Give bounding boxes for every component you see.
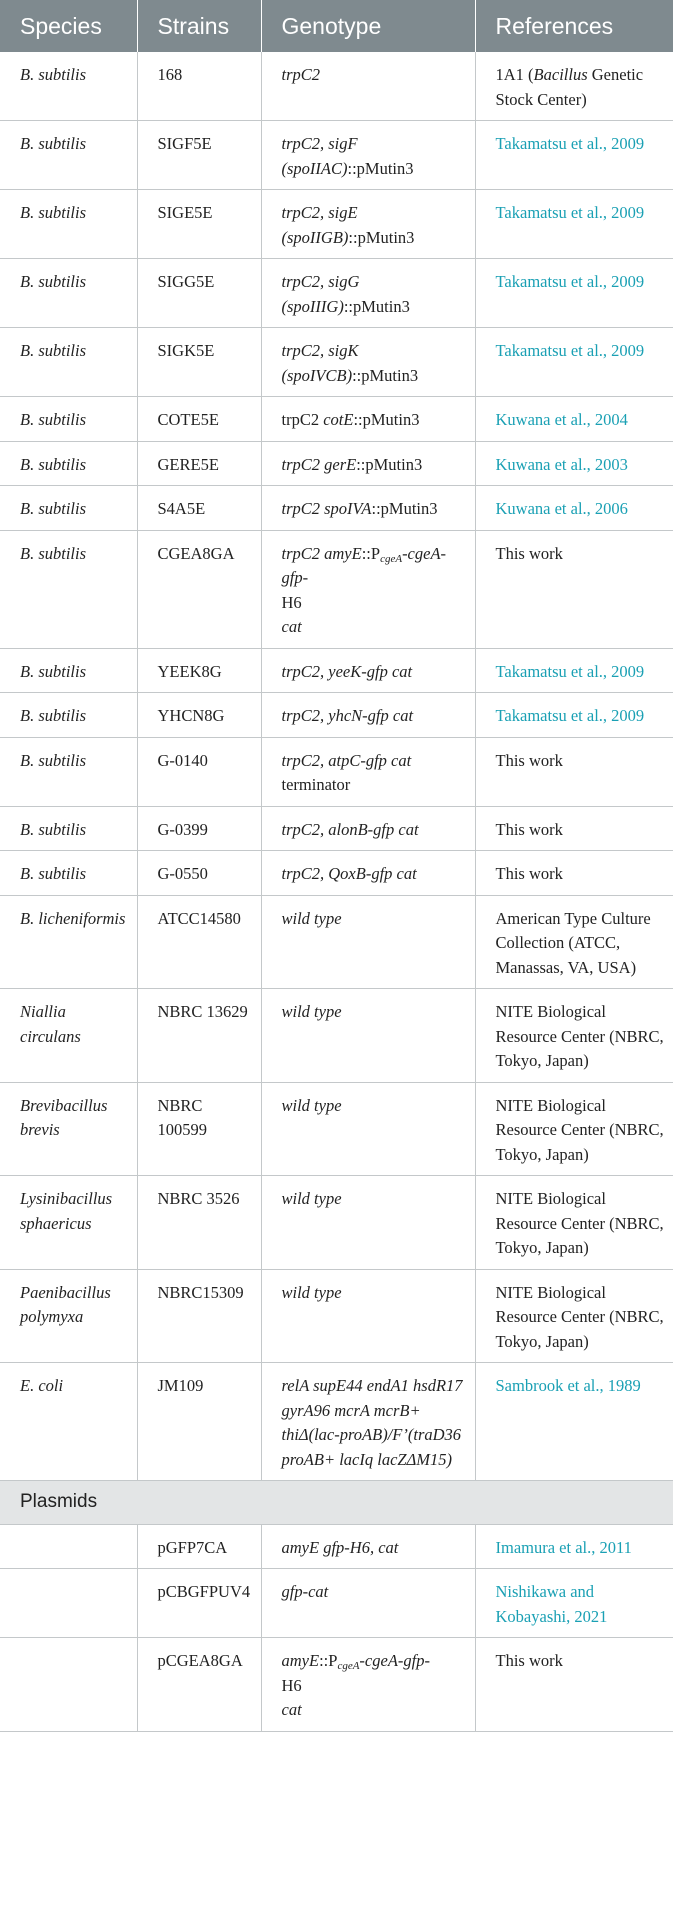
genotype-cell: trpC2, atpC-gfp cat terminator <box>261 737 475 806</box>
species-cell: Brevibacillus brevis <box>0 1082 137 1176</box>
strain-cell: JM109 <box>137 1363 261 1481</box>
strain-cell: YEEK8G <box>137 648 261 693</box>
species-cell: B. subtilis <box>0 486 137 531</box>
genotype-cell: trpC2, sigG (spoIIIG)::pMutin3 <box>261 259 475 328</box>
species-cell: B. licheniformis <box>0 895 137 989</box>
table-row <box>0 1638 673 1732</box>
strain-cell: G-0140 <box>137 737 261 806</box>
reference-link[interactable]: Takamatsu et al., 2009 <box>475 693 673 738</box>
strain-cell: GERE5E <box>137 441 261 486</box>
strain-cell: NBRC 100599 <box>137 1082 261 1176</box>
strain-cell: pCGEA8GA <box>137 1638 261 1732</box>
table-row <box>0 530 673 648</box>
species-cell: B. subtilis <box>0 259 137 328</box>
genotype-cell: trpC2 spoIVA::pMutin3 <box>261 486 475 531</box>
reference-cell: NITE Biological Resource Center (NBRC, Tokyo, Japan) <box>475 1176 673 1270</box>
table-row <box>0 486 673 531</box>
reference-cell: This work <box>475 806 673 851</box>
genotype-cell: trpC2 cotE::pMutin3 <box>261 397 475 442</box>
genotype-cell: wild type <box>261 1269 475 1363</box>
species-cell: B. subtilis <box>0 648 137 693</box>
reference-link[interactable]: Kuwana et al., 2003 <box>475 441 673 486</box>
species-cell: B. subtilis <box>0 441 137 486</box>
genotype-cell: trpC2 gerE::pMutin3 <box>261 441 475 486</box>
strain-cell: ATCC14580 <box>137 895 261 989</box>
genotype-cell: wild type <box>261 1082 475 1176</box>
strain-cell: 168 <box>137 52 261 121</box>
genotype-cell: trpC2 <box>261 52 475 121</box>
reference-link[interactable]: Imamura et al., 2011 <box>475 1524 673 1569</box>
table-row <box>0 1176 673 1270</box>
table-row <box>0 1082 673 1176</box>
genotype-cell: amyE gfp-H6, cat <box>261 1524 475 1569</box>
strain-cell: SIGE5E <box>137 190 261 259</box>
species-cell: Paenibacillus polymyxa <box>0 1269 137 1363</box>
strain-cell: SIGK5E <box>137 328 261 397</box>
species-cell <box>0 1638 137 1732</box>
table-row <box>0 648 673 693</box>
reference-cell: This work <box>475 851 673 896</box>
table-row <box>0 52 673 121</box>
species-cell: B. subtilis <box>0 693 137 738</box>
species-cell <box>0 1569 137 1638</box>
genotype-cell: trpC2, sigE (spoIIGB)::pMutin3 <box>261 190 475 259</box>
reference-cell: This work <box>475 737 673 806</box>
species-cell: B. subtilis <box>0 328 137 397</box>
header-references: References <box>475 0 673 52</box>
table-row <box>0 1524 673 1569</box>
genotype-cell: trpC2, yhcN-gfp cat <box>261 693 475 738</box>
section-label: Plasmids <box>0 1481 673 1525</box>
genotype-cell: trpC2, yeeK-gfp cat <box>261 648 475 693</box>
genotype-cell: wild type <box>261 895 475 989</box>
table-row <box>0 1363 673 1481</box>
genotype-cell: $amyE::P_{cgeA}-cgeA-gfp-$ H6 cat <box>261 1638 475 1732</box>
species-cell: Niallia circulans <box>0 989 137 1083</box>
genotype-cell: trpC2 $amyE::P_{cgeA}-cgeA-gfp-$ H6 cat <box>261 530 475 648</box>
reference-link[interactable]: Nishikawa and Kobayashi, 2021 <box>475 1569 673 1638</box>
species-cell: B. subtilis <box>0 121 137 190</box>
reference-link[interactable]: Takamatsu et al., 2009 <box>475 190 673 259</box>
section-row-plasmids <box>0 1481 673 1525</box>
strain-cell: YHCN8G <box>137 693 261 738</box>
strain-cell: COTE5E <box>137 397 261 442</box>
reference-cell: This work <box>475 530 673 648</box>
strain-cell: NBRC15309 <box>137 1269 261 1363</box>
reference-link[interactable]: Kuwana et al., 2006 <box>475 486 673 531</box>
header-row <box>0 0 673 52</box>
table-row <box>0 328 673 397</box>
table-row <box>0 851 673 896</box>
strain-cell: NBRC 13629 <box>137 989 261 1083</box>
table-row <box>0 806 673 851</box>
genotype-cell: wild type <box>261 989 475 1083</box>
table-row <box>0 1569 673 1638</box>
species-cell: B. subtilis <box>0 806 137 851</box>
table-row <box>0 693 673 738</box>
header-strains: Strains <box>137 0 261 52</box>
strain-cell: G-0399 <box>137 806 261 851</box>
strain-cell: NBRC 3526 <box>137 1176 261 1270</box>
species-cell: B. subtilis <box>0 52 137 121</box>
table-row <box>0 1269 673 1363</box>
species-cell: Lysinibacillus sphaericus <box>0 1176 137 1270</box>
genotype-cell: trpC2, sigF (spoIIAC)::pMutin3 <box>261 121 475 190</box>
reference-link[interactable]: Takamatsu et al., 2009 <box>475 648 673 693</box>
table-row <box>0 737 673 806</box>
table-row <box>0 397 673 442</box>
strain-cell: SIGG5E <box>137 259 261 328</box>
table-row <box>0 259 673 328</box>
strain-cell: pCBGFPUV4 <box>137 1569 261 1638</box>
species-cell: B. subtilis <box>0 397 137 442</box>
table-row <box>0 190 673 259</box>
reference-cell: NITE Biological Resource Center (NBRC, Tokyo, Japan) <box>475 1269 673 1363</box>
table-row <box>0 895 673 989</box>
table-row <box>0 121 673 190</box>
genotype-cell: gfp-cat <box>261 1569 475 1638</box>
strain-cell: G-0550 <box>137 851 261 896</box>
genotype-cell: trpC2, QoxB-gfp cat <box>261 851 475 896</box>
header-species: Species <box>0 0 137 52</box>
table-row <box>0 989 673 1083</box>
species-cell: B. subtilis <box>0 190 137 259</box>
genotype-cell: wild type <box>261 1176 475 1270</box>
reference-link[interactable]: Takamatsu et al., 2009 <box>475 259 673 328</box>
species-cell <box>0 1524 137 1569</box>
reference-cell: American Type Culture Collection (ATCC, Manassas, VA, USA) <box>475 895 673 989</box>
species-cell: E. coli <box>0 1363 137 1481</box>
table-row <box>0 441 673 486</box>
species-cell: B. subtilis <box>0 530 137 648</box>
reference-cell: NITE Biological Resource Center (NBRC, Tokyo, Japan) <box>475 1082 673 1176</box>
genotype-cell: relA supE44 endA1 hsdR17 gyrA96 mcrA mcrB+ thiΔ(lac-proAB)/F’(traD36 proAB+ lacIq lacZΔM15) <box>261 1363 475 1481</box>
strain-cell: CGEA8GA <box>137 530 261 648</box>
reference-link[interactable]: Takamatsu et al., 2009 <box>475 328 673 397</box>
species-cell: B. subtilis <box>0 851 137 896</box>
reference-link[interactable]: Sambrook et al., 1989 <box>475 1363 673 1481</box>
species-cell: B. subtilis <box>0 737 137 806</box>
genotype-cell: trpC2, alonB-gfp cat <box>261 806 475 851</box>
reference-cell: NITE Biological Resource Center (NBRC, Tokyo, Japan) <box>475 989 673 1083</box>
reference-cell: 1A1 (Bacillus Genetic Stock Center) <box>475 52 673 121</box>
strain-cell: pGFP7CA <box>137 1524 261 1569</box>
reference-cell: This work <box>475 1638 673 1732</box>
strain-cell: S4A5E <box>137 486 261 531</box>
header-genotype: Genotype <box>261 0 475 52</box>
strain-cell: SIGF5E <box>137 121 261 190</box>
reference-link[interactable]: Kuwana et al., 2004 <box>475 397 673 442</box>
genotype-cell: trpC2, sigK (spoIVCB)::pMutin3 <box>261 328 475 397</box>
reference-link[interactable]: Takamatsu et al., 2009 <box>475 121 673 190</box>
